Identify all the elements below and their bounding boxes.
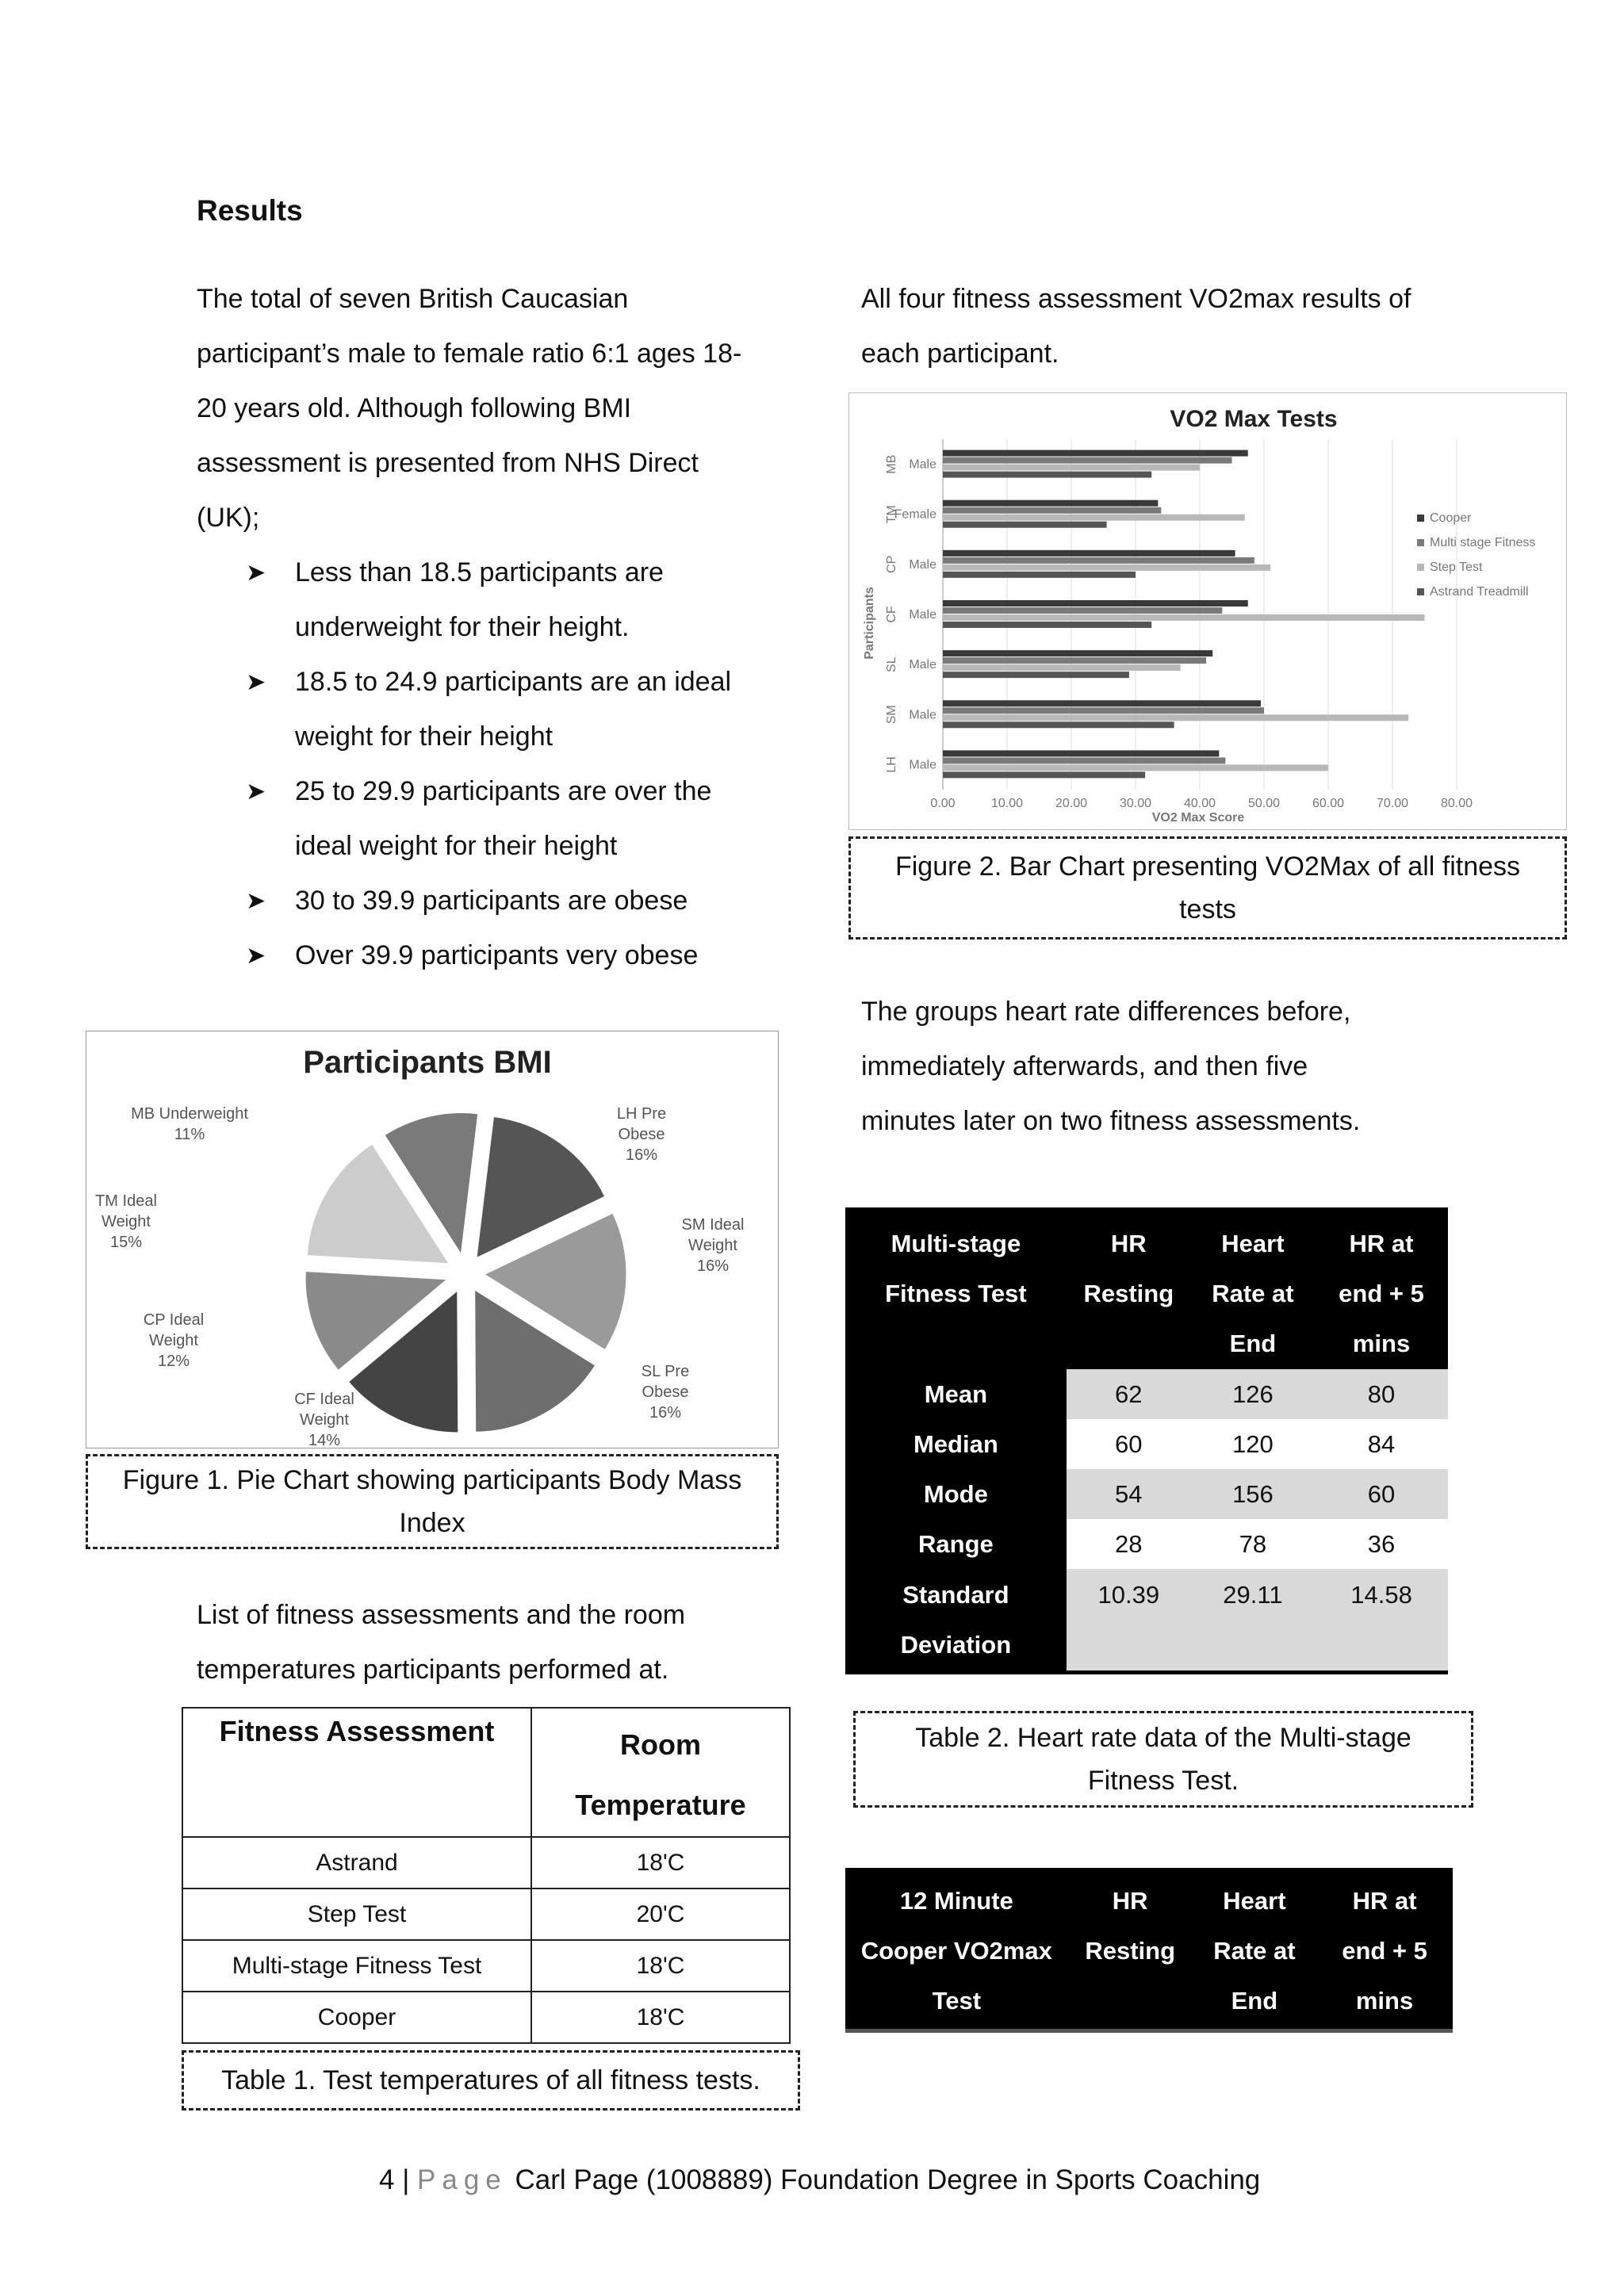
row-header: Range: [845, 1519, 1067, 1569]
pie-slice-label: 16%: [696, 1257, 730, 1275]
bar: [943, 572, 1136, 578]
x-axis-label: VO2 Max Score: [1151, 811, 1245, 825]
header-line: Rate at: [1212, 1280, 1294, 1307]
x-tick-label: 40.00: [1183, 797, 1216, 810]
header-line: End: [1229, 1330, 1277, 1357]
table1-caption-text: Table 1. Test temperatures of all fitness tests.: [221, 2065, 760, 2095]
row-header: Mode: [845, 1469, 1067, 1519]
bullet-line: 25 to 29.9 participants are over the: [295, 776, 712, 806]
table-cell: 10.39: [1067, 1569, 1191, 1673]
pie-slice-label: 16%: [649, 1404, 682, 1422]
bar: [943, 622, 1151, 628]
pie-slice-label: LH Pre: [616, 1105, 667, 1123]
arrow-bullet-icon: ➤: [246, 943, 266, 969]
bar: [943, 700, 1261, 706]
header-line: 12 Minute: [899, 1887, 1013, 1915]
bmi-category-list: [197, 545, 783, 983]
bar: [943, 607, 1222, 614]
header-line: Heart: [1221, 1230, 1285, 1257]
table1-caption: [182, 2050, 800, 2110]
bar: [943, 714, 1408, 721]
table-cell: 126: [1191, 1369, 1315, 1419]
pie-slice-label: Weight: [300, 1411, 349, 1429]
bullet-line: Less than 18.5 participants are: [295, 557, 664, 587]
bar: [943, 707, 1264, 714]
page-number: 4: [379, 2164, 395, 2195]
row-header-line: Standard: [902, 1581, 1009, 1609]
bar: [943, 771, 1145, 778]
header-line: end + 5: [1342, 1937, 1427, 1965]
table-cell: 18'C: [531, 1992, 790, 2043]
x-tick-label: 80.00: [1440, 797, 1473, 810]
bmi-pie-chart-svg: [86, 1031, 778, 1448]
legend-label: Astrand Treadmill: [1430, 585, 1529, 599]
pie-slice-label: CP Ideal: [143, 1311, 205, 1329]
pie-slice-label: Weight: [149, 1332, 198, 1349]
legend-swatch: [1417, 588, 1424, 595]
bar: [943, 657, 1206, 664]
left-column-text: [197, 272, 783, 983]
table2-caption-text: Table 2. Heart rate data of the Multi-stage Fitness Test.: [915, 1723, 1411, 1796]
column-header: [531, 1708, 790, 1837]
legend-swatch: [1417, 515, 1424, 522]
header-line: mins: [1355, 1987, 1414, 2015]
bar: [943, 721, 1174, 728]
table-row: [845, 1569, 1448, 1673]
bar: [943, 500, 1158, 507]
table-cell: 156: [1191, 1469, 1315, 1519]
table-row: [845, 1419, 1448, 1469]
table-cell: 36: [1315, 1519, 1448, 1569]
cooper-hr-table: [845, 1868, 1453, 2033]
bullet-line: weight for their height: [295, 721, 553, 752]
pie-slice-label: 15%: [109, 1234, 143, 1251]
pie-slice-label: Weight: [688, 1237, 737, 1254]
column-header: [845, 1868, 1068, 2031]
bar: [943, 450, 1248, 457]
figure1-caption: [86, 1454, 779, 1549]
column-header: [1067, 1207, 1191, 1369]
vo2-intro-line: each participant.: [861, 339, 1059, 369]
bmi-bullet-item: [197, 928, 783, 983]
table-cell: Astrand: [182, 1837, 531, 1888]
table-cell: 20'C: [531, 1888, 790, 1940]
hr-intro-line: The groups heart rate differences before,: [861, 997, 1351, 1027]
category-sex-label: Male: [909, 557, 936, 572]
section-heading: Results: [197, 194, 303, 227]
bar: [943, 550, 1235, 557]
arrow-bullet-icon: ➤: [246, 779, 266, 805]
intro-line: The total of seven British Caucasian: [197, 284, 629, 314]
pie-slice-label: Obese: [618, 1126, 665, 1143]
bmi-bullet-item: [197, 545, 783, 655]
pie-slice-label: CF Ideal: [294, 1391, 354, 1408]
x-tick-label: 60.00: [1312, 797, 1345, 810]
bar: [943, 522, 1107, 528]
table-cell: 18'C: [531, 1940, 790, 1992]
category-code-label: LH: [885, 756, 898, 773]
chart-title: VO2 Max Tests: [1170, 406, 1338, 432]
arrow-bullet-icon: ➤: [246, 669, 266, 695]
table-cell: 54: [1067, 1469, 1191, 1519]
legend-swatch: [1417, 564, 1424, 571]
table-cell: 78: [1191, 1519, 1315, 1569]
table-row: [182, 1888, 790, 1940]
header-line: Multi-stage: [891, 1230, 1021, 1257]
bar: [943, 472, 1151, 478]
table-row: [845, 1519, 1448, 1569]
x-tick-label: 0.00: [930, 797, 956, 810]
header-line: Fitness Test: [885, 1280, 1027, 1307]
footer-separator: |: [402, 2164, 410, 2195]
temperature-table: [182, 1707, 791, 2044]
category-sex-label: Male: [909, 457, 936, 472]
bmi-pie-chart: [86, 1031, 779, 1448]
row-header: Mean: [845, 1369, 1067, 1419]
bmi-bullet-item: [197, 874, 783, 928]
column-header: [1315, 1207, 1448, 1369]
bullet-line: ideal weight for their height: [295, 831, 618, 861]
table1-intro: [197, 1588, 799, 1697]
table-cell: 80: [1315, 1369, 1448, 1419]
pie-slice-label: 12%: [157, 1353, 190, 1370]
bar: [943, 757, 1225, 763]
pie-slice-label: Obese: [642, 1383, 689, 1401]
header-line: Resting: [1085, 1937, 1176, 1965]
bar: [943, 557, 1254, 564]
bullet-line: underweight for their height.: [295, 612, 630, 642]
row-header: [845, 1569, 1067, 1673]
bar: [943, 465, 1200, 471]
pie-slice-label: Weight: [102, 1213, 151, 1230]
bar: [943, 750, 1219, 756]
category-sex-label: Male: [909, 658, 936, 672]
multistage-hr-table: [845, 1207, 1448, 1674]
intro-line: assessment is presented from NHS Direct: [197, 448, 699, 478]
row-header-line: Deviation: [900, 1631, 1012, 1659]
pie-slice-label: SL Pre: [641, 1363, 690, 1380]
bar: [943, 650, 1212, 656]
header-line: Rate at: [1213, 1937, 1296, 1965]
table-cell: 84: [1315, 1419, 1448, 1469]
page-word: Page: [417, 2164, 508, 2195]
legend-label: Multi stage Fitness: [1430, 536, 1536, 549]
pie-slice-label: 11%: [174, 1126, 205, 1143]
table-cell: 62: [1067, 1369, 1191, 1419]
bar: [943, 600, 1248, 607]
intro-line: 20 years old. Although following BMI: [197, 393, 632, 423]
table-cell: 18'C: [531, 1837, 790, 1888]
bar: [943, 457, 1232, 464]
legend-label: Cooper: [1430, 511, 1472, 525]
figure2-caption-text: Figure 2. Bar Chart presenting VO2Max of all fitness tests: [894, 851, 1521, 924]
table2-caption: [853, 1711, 1473, 1808]
header-line: mins: [1352, 1330, 1411, 1357]
vo2-bar-chart-svg: [849, 393, 1566, 829]
bullet-line: Over 39.9 participants very obese: [295, 940, 699, 970]
bar: [943, 764, 1328, 771]
intro-line: participant’s male to female ratio 6:1 ages 18-: [197, 339, 742, 369]
category-sex-label: Male: [909, 758, 936, 772]
category-code-label: CF: [885, 606, 898, 623]
table-cell: 29.11: [1191, 1569, 1315, 1673]
hr-intro-line: immediately afterwards, and then five: [861, 1051, 1308, 1081]
pie-slice-label: 16%: [625, 1146, 658, 1164]
x-tick-label: 70.00: [1376, 797, 1409, 810]
y-axis-label: Participants: [863, 587, 876, 660]
table-row: [182, 1940, 790, 1992]
category-sex-label: Male: [909, 608, 936, 622]
column-header: [845, 1207, 1067, 1369]
table-row: [845, 1469, 1448, 1519]
pie-slice-label: SM Ideal: [681, 1216, 745, 1234]
column-header: Fitness Assessment: [182, 1708, 531, 1837]
bar: [943, 507, 1161, 514]
chart-title: Participants BMI: [303, 1045, 552, 1080]
row-header: Median: [845, 1419, 1067, 1469]
pie-slice-label: TM Ideal: [95, 1192, 157, 1210]
column-header: [1316, 1868, 1453, 2031]
arrow-bullet-icon: ➤: [246, 560, 266, 586]
bar: [943, 672, 1129, 678]
intro-line: (UK);: [197, 503, 260, 533]
table-cell: Cooper: [182, 1992, 531, 2043]
header-line: Heart: [1223, 1887, 1286, 1915]
bmi-bullet-item: [197, 655, 783, 764]
header-line: Resting: [1083, 1280, 1174, 1307]
hr-intro-line: minutes later on two fitness assessments.: [861, 1106, 1361, 1136]
bar: [943, 614, 1425, 621]
bmi-bullet-item: [197, 764, 783, 874]
x-tick-label: 30.00: [1119, 797, 1152, 810]
footer-text: Carl Page (1008889) Foundation Degree in Sports Coaching: [515, 2164, 1261, 2195]
table-cell: 14.58: [1315, 1569, 1448, 1673]
category-code-label: TM: [885, 505, 898, 524]
category-code-label: CP: [885, 555, 898, 573]
x-tick-label: 50.00: [1247, 797, 1281, 810]
bar: [943, 564, 1270, 571]
header-line: HR at: [1349, 1230, 1414, 1257]
bullet-line: 18.5 to 24.9 participants are an ideal: [295, 667, 732, 697]
vo2-intro-text: [861, 272, 1448, 381]
pie-slice-label: 14%: [308, 1432, 341, 1448]
page-footer: [379, 2164, 1260, 2196]
vo2-intro-line: All four fitness assessment VO2max results of: [861, 284, 1411, 314]
table1-intro-line: List of fitness assessments and the room: [197, 1600, 686, 1630]
category-code-label: MB: [885, 454, 898, 474]
column-header: [1191, 1207, 1315, 1369]
x-tick-label: 10.00: [990, 797, 1024, 810]
table-row: [845, 1369, 1448, 1419]
header-line: End: [1231, 1987, 1278, 2015]
header-line: Cooper VO2max: [860, 1937, 1052, 1965]
table-cell: 28: [1067, 1519, 1191, 1569]
header-line: Temperature: [575, 1789, 746, 1821]
header-line: Room: [620, 1728, 701, 1761]
vo2-bar-chart: [848, 392, 1567, 830]
header-line: HR: [1110, 1230, 1147, 1257]
table1-intro-line: temperatures participants performed at.: [197, 1655, 669, 1685]
column-header: [1068, 1868, 1193, 2031]
pie-slice-label: MB Underweight: [131, 1105, 248, 1123]
table-cell: Multi-stage Fitness Test: [182, 1940, 531, 1992]
figure1-caption-text: Figure 1. Pie Chart showing participants Body Mass Index: [122, 1465, 742, 1538]
category-sex-label: Male: [909, 708, 936, 722]
legend-label: Step Test: [1430, 561, 1483, 574]
figure2-caption: [848, 836, 1567, 939]
category-code-label: SM: [885, 705, 898, 725]
table-row: [182, 1837, 790, 1888]
header-line: HR: [1112, 1887, 1148, 1915]
header-line: end + 5: [1339, 1280, 1424, 1307]
category-sex-label: Female: [894, 507, 936, 522]
header-line: HR at: [1352, 1887, 1417, 1915]
bar: [943, 664, 1181, 671]
arrow-bullet-icon: ➤: [246, 888, 266, 914]
table-cell: 60: [1067, 1419, 1191, 1469]
table-cell: 120: [1191, 1419, 1315, 1469]
header-line: Test: [932, 1987, 982, 2015]
bullet-line: 30 to 39.9 participants are obese: [295, 886, 688, 916]
category-code-label: SL: [885, 656, 898, 672]
table-row: [182, 1992, 790, 2043]
table-cell: 60: [1315, 1469, 1448, 1519]
x-tick-label: 20.00: [1055, 797, 1088, 810]
legend-swatch: [1417, 539, 1424, 546]
bar: [943, 515, 1245, 521]
column-header: [1193, 1868, 1316, 2031]
table-cell: Step Test: [182, 1888, 531, 1940]
hr-intro-text: [861, 985, 1448, 1149]
